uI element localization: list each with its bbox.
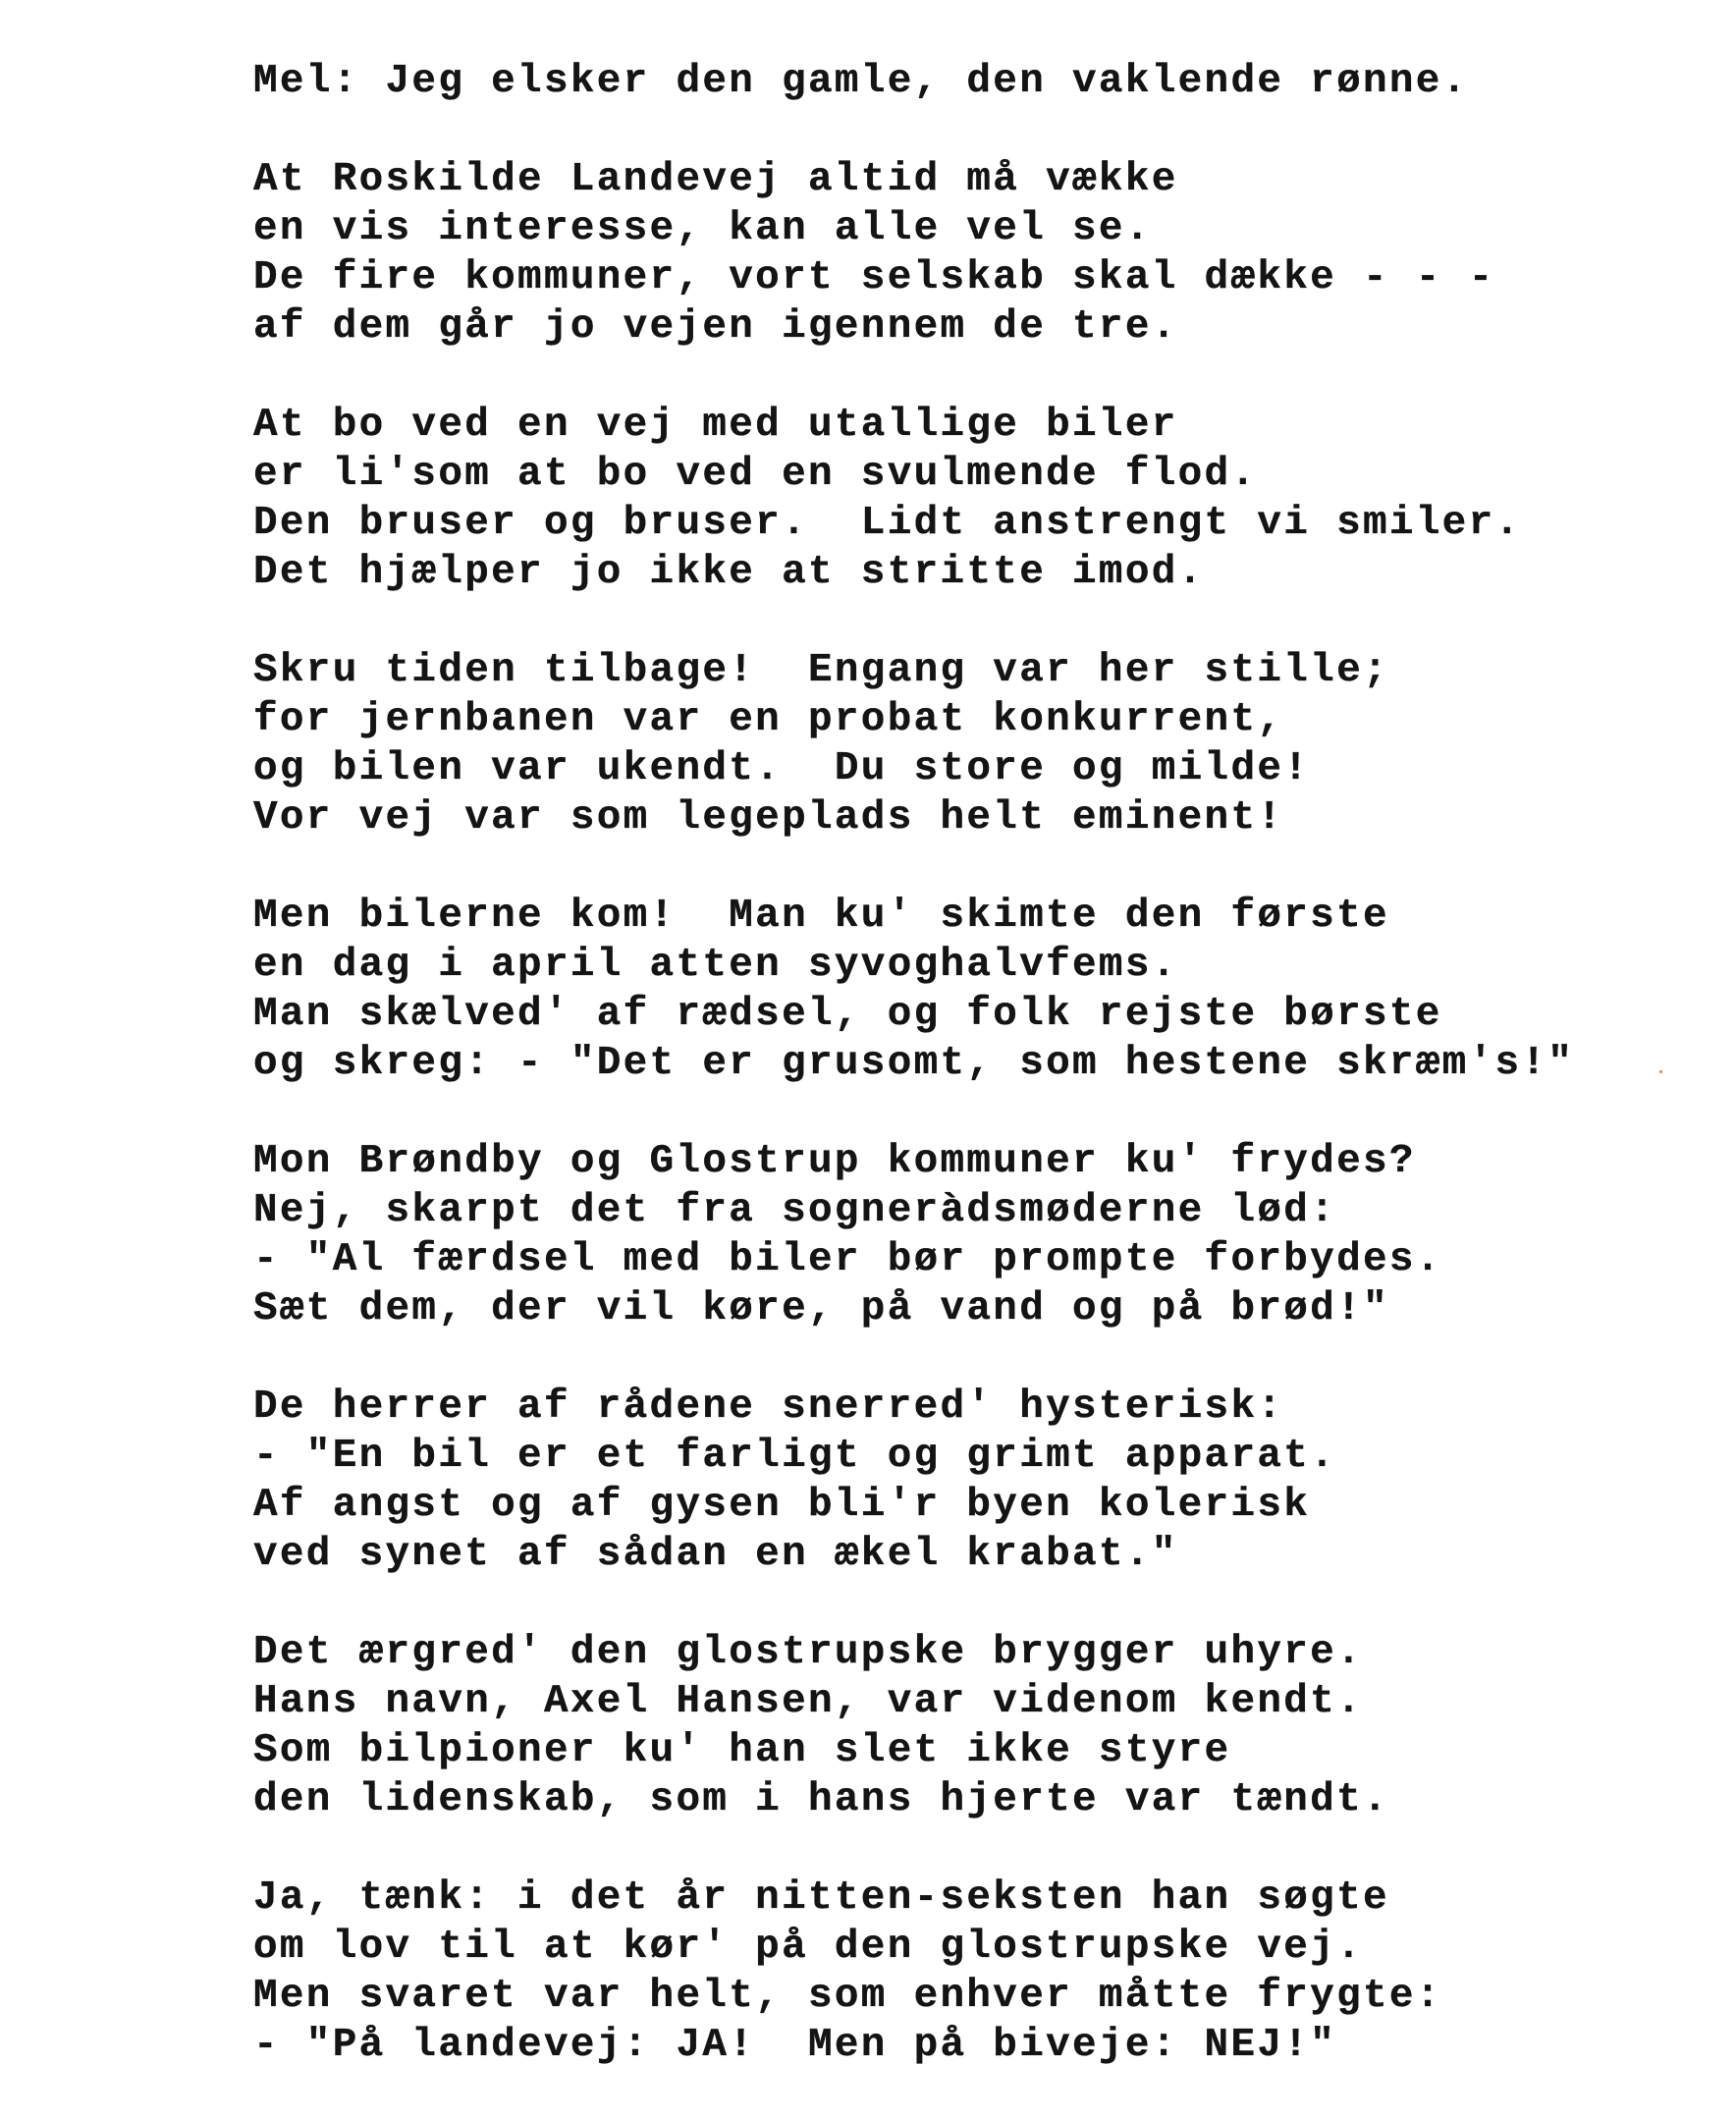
verse-line: Vor vej var som legeplads helt eminent! xyxy=(253,795,1284,841)
verse-line: for jernbanen var en probat konkurrent, xyxy=(253,697,1284,742)
poem-text xyxy=(253,57,1667,2070)
verse-line: og bilen var ukendt. Du store og milde! xyxy=(253,746,1311,791)
verse-line: ved synet af sådan en ækel krabat." xyxy=(253,1532,1178,1577)
verse-line: - "Al færdsel med biler bør prompte forbydes. xyxy=(253,1237,1442,1282)
verse-line: De fire kommuner, vort selskab skal dække - - - xyxy=(253,255,1495,300)
verse-line: om lov til at kør' på den glostrupske vej. xyxy=(253,1925,1363,1970)
ink-speck xyxy=(1659,1070,1662,1073)
verse-line: Skru tiden tilbage! Engang var her stille; xyxy=(253,648,1389,693)
verse-line: - "På landevej: JA! Men på biveje: NEJ!" xyxy=(253,2023,1337,2068)
verse-line: en dag i april atten syvoghalvfems. xyxy=(253,943,1178,988)
verse-line: den lidenskab, som i hans hjerte var tændt. xyxy=(253,1777,1389,1822)
verse-line: Nej, skarpt det fra sogneràdsmøderne lød: xyxy=(253,1188,1337,1233)
stanza-5 xyxy=(253,1137,1667,1333)
verse-line: er li'som at bo ved en svulmende flod. xyxy=(253,452,1258,497)
verse-line: Det ærgred' den glostrupske brygger uhyre. xyxy=(253,1630,1363,1675)
verse-line: Den bruser og bruser. Lidt anstrengt vi smiler. xyxy=(253,501,1522,546)
stanza-7 xyxy=(253,1628,1667,1824)
verse-line: Men bilerne kom! Man ku' skimte den første xyxy=(253,894,1389,939)
verse-line: af dem går jo vejen igennem de tre. xyxy=(253,304,1178,350)
stanza-2 xyxy=(253,401,1667,597)
verse-line: At Roskilde Landevej altid må vække xyxy=(253,157,1178,202)
verse-line: Hans navn, Axel Hansen, var videnom kendt. xyxy=(253,1679,1363,1724)
stanza-8 xyxy=(253,1874,1667,2070)
verse-line: og skreg: - "Det er grusomt, som hestene skræm's!" xyxy=(253,1041,1575,1086)
verse-line: Mon Brøndby og Glostrup kommuner ku' frydes? xyxy=(253,1139,1416,1184)
verse-line: Som bilpioner ku' han slet ikke styre xyxy=(253,1728,1231,1773)
verse-line: Af angst og af gysen bli'r byen kolerisk xyxy=(253,1483,1311,1528)
verse-line: en vis interesse, kan alle vel se. xyxy=(253,206,1152,251)
stanza-6 xyxy=(253,1383,1667,1579)
stanza-4 xyxy=(253,892,1667,1088)
verse-line: Men svaret var helt, som enhver måtte frygte: xyxy=(253,1974,1442,2019)
stanza-3 xyxy=(253,646,1667,842)
verse-line: Det hjælper jo ikke at stritte imod. xyxy=(253,550,1205,595)
verse-line: De herrer af rådene snerred' hysterisk: xyxy=(253,1385,1284,1430)
verse-line: Ja, tænk: i det år nitten-seksten han søgte xyxy=(253,1875,1389,1921)
stanza-1 xyxy=(253,155,1667,352)
melody-line: Mel: Jeg elsker den gamle, den vaklende rønne. xyxy=(253,59,1469,104)
verse-line: At bo ved en vej med utallige biler xyxy=(253,403,1178,448)
verse-line: - "En bil er et farligt og grimt apparat. xyxy=(253,1434,1337,1479)
verse-line: Man skælved' af rædsel, og folk rejste børste xyxy=(253,992,1442,1037)
verse-line: Sæt dem, der vil køre, på vand og på brød!" xyxy=(253,1286,1389,1331)
